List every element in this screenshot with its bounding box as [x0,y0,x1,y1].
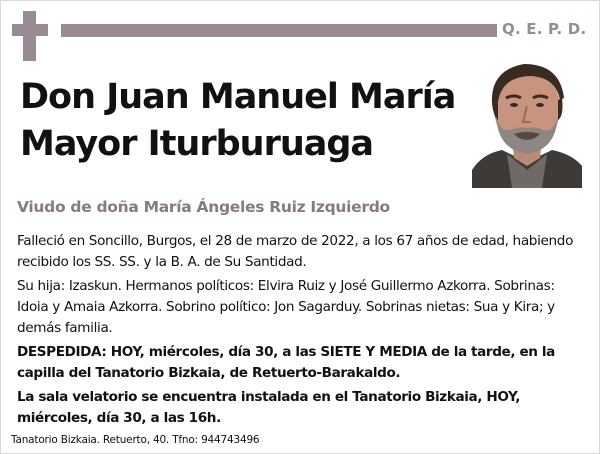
funeral-home-contact: Tanatorio Bizkaia. Retuerto, 40. Tfno: 944743496 [11,434,260,446]
cross-icon [12,11,48,61]
death-paragraph: Falleció en Soncillo, Burgos, el 28 de marzo de 2022, a los 67 años de edad, habiendo recibido los SS. SS. y la B. A. de Su Santidad. [17,233,574,270]
deceased-name-line1: Don Juan Manuel María [20,77,456,117]
header-rule [61,24,497,37]
wake-paragraph: La sala velatorio se encuentra instalada en el Tanatorio Bizkaia, HOY, miércoles, día 30, a las 16h. [17,389,520,426]
deceased-name [20,74,480,168]
deceased-portrait [472,58,582,188]
widower-subtitle: Viudo de doña María Ángeles Ruiz Izquierdo [17,198,390,216]
farewell-paragraph: DESPEDIDA: HOY, miércoles, día 30, a las SIETE Y MEDIA de la tarde, en la capilla del Tanatorio Bizkaia, de Retuerto-Barakaldo. [17,344,555,381]
obituary-body [17,231,587,432]
family-paragraph: Su hija: Izaskun. Hermanos políticos: Elvira Ruiz y José Guillermo Azkorra. Sobrinas: Idoia y Amaia Azkorra. Sobrino político: Jon Sagarduy. Sobrinas nietas: Sua y Kira; y demás familia. [17,278,555,336]
deceased-name-line2: Mayor Iturburuaga [20,124,374,164]
qepd-label: Q. E. P. D. [502,20,587,38]
